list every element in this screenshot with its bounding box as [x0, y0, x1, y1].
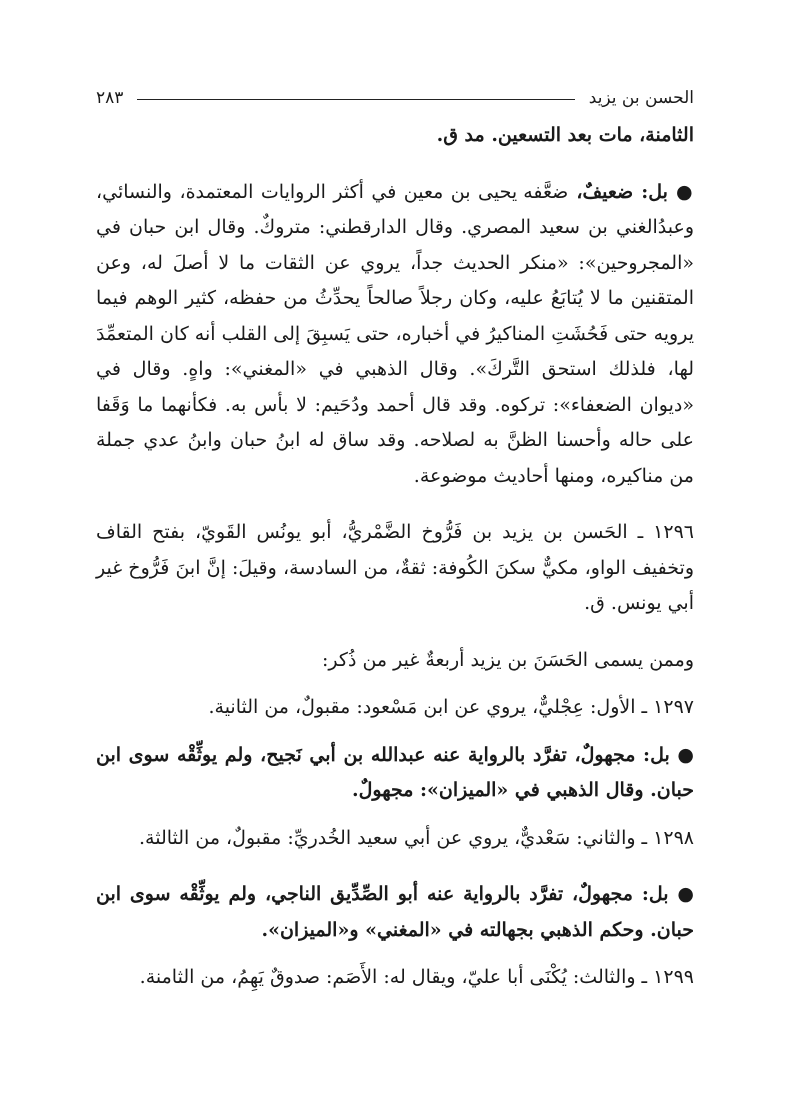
paragraph-commentary-1 — [96, 175, 694, 495]
entry-1299: ١٢٩٩ ـ والثالث: يُكْنَى أبا عليّ، ويقال له: الأَصَم: صدوقٌ يَهِمُ، من الثامنة. — [139, 966, 694, 988]
paragraph-death-note: الثامنة، مات بعد التسعين. مد ق. — [436, 124, 694, 146]
page-number: ٢٨٣ — [96, 88, 124, 108]
paragraph-commentary-2: ● بل: مجهولٌ، تفرَّد بالرواية عنه عبدالله بن أبي نَجيح، ولم يوثِّقْه سوى ابن حبان. وقال الذهبي في «الميزان»: مجهولٌ. — [96, 743, 694, 801]
commentary-text: ضعَّفه يحيى بن معين في أكثر الروايات المعتمدة، والنسائي، وعبدُالغني بن سعيد المصري. وقال الدارقطني: متروكٌ. وقال ابن حبان في «المجروحين»: «منكر الحديث جداً، يروي عن الثقات ما لا أصلَ له، وعن المتقنين ما لا يُتابَعُ عليه، وكان رجلاً صالحاً يحدِّثُ من حفظه، كثير الوهم فيما يرويه حتى فَحُشَتِ المناكيرُ في أخباره، حتى يَسبِقَ إلى القلب أنه كان المتعمِّدَ لها، فلذلك استحق التَّركَ». وقال الذهبي في «المغني»: واهٍ. وقال في «ديوان الضعفاء»: تركوه. وقد قال أحمد ودُحَيم: لا بأس به. فكأنهما ما وَقَفا على حاله وأحسنا الظنَّ به لصلاحه. وقد ساق له ابنُ حبان وابنُ عدي جملة من مناكيره، ومنها أحاديث موضوعة. — [96, 180, 694, 487]
page-body — [96, 118, 694, 996]
paragraph-others-intro: وممن يسمى الحَسَنَ بن يزيد أربعةٌ غير من ذُكر: — [322, 648, 694, 671]
entry-1297: ١٢٩٧ ـ الأول: عِجْليٌّ، يروي عن ابن مَسْعود: مقبولٌ، من الثانية. — [208, 696, 694, 718]
commentary-lead: ● بل: ضعيفٌ، — [568, 180, 694, 203]
header-rule — [137, 99, 574, 100]
entry-1296: ١٢٩٦ ـ الحَسن بن يزيد بن فَرُّوخ الضَّمْريُّ، أبو يونُس القَويّ، بفتح القاف وتخفيف الواو، مكيٌّ سكنَ الكُوفة: ثقةٌ، من السادسة، وقيلَ: إنَّ ابنَ فَرُّوخ غير أبي يونس. ق. — [96, 521, 694, 614]
header-title: الحسن بن يزيد — [588, 88, 694, 108]
paragraph-commentary-3: ● بل: مجهولٌ، تفرَّد بالرواية عنه أبو الصِّدِّيق الناجي، ولم يوثِّقْه سوى ابن حبان. وحكم الذهبي بجهالته في «المغني» و«الميزان». — [96, 883, 694, 941]
running-header — [96, 86, 694, 110]
entry-1298: ١٢٩٨ ـ والثاني: سَعْديٌّ، يروي عن أبي سعيد الخُدريِّ: مقبولٌ، من الثالثة. — [138, 826, 694, 849]
